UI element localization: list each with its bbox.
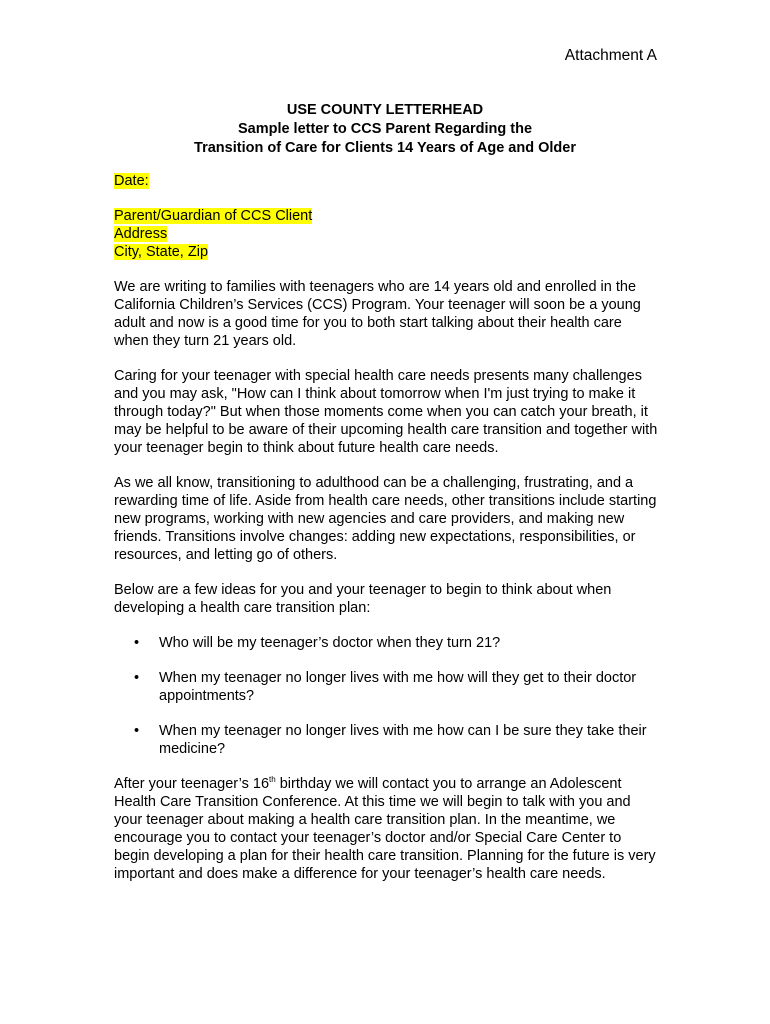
letter-headings <box>0 101 770 158</box>
date-line <box>114 172 659 190</box>
recipient-placeholder: Parent/Guardian of CCS Client <box>114 208 313 224</box>
heading-subject: Sample letter to CCS Parent Regarding the <box>237 121 533 137</box>
address-placeholder: Address <box>114 226 168 242</box>
paragraph-caring: Caring for your teenager with special health care needs presents many challenges and you may ask, "How can I think about tomorrow when I'm just trying to make it through today?" But when those moments come when you can catch your breath, it may be helpful to be aware of their upcoming health care transition and together with your teenager begin to think about future health care needs. <box>114 368 658 456</box>
list-item <box>114 634 659 652</box>
ideas-list <box>114 634 659 758</box>
paragraph-ideas: Below are a few ideas for you and your teenager to begin to think about when developing a health care transition plan: <box>114 582 612 616</box>
recipient-block <box>114 207 659 261</box>
date-placeholder: Date: <box>114 173 149 189</box>
attachment-label: Attachment A <box>564 47 657 64</box>
conference-text-rest: birthday we will contact you to arrange an Adolescent Health Care Transition Conference. At this time we will begin to talk with you and your teenager about making a health care transition plan. In the meantime, we encourage you to contact your teenager’s doctor and/or Special Care Center to begin developing a plan for their health care transition. Planning for the future is very important and does make a difference for your teenager’s health care needs. <box>114 776 656 882</box>
city-state-zip-placeholder: City, State, Zip <box>114 244 209 260</box>
heading-letterhead: USE COUNTY LETTERHEAD <box>286 102 484 118</box>
paragraph-conference <box>114 775 659 883</box>
paragraph-transitions: As we all know, transitioning to adulthood can be a challenging, frustrating, and a rewarding time of life. Aside from health care needs, other transitions include starting new programs, working with new agencies and care providers, and making new friends. Transitions involve changes: adding new expectations, responsibilities, or resources, and letting go of others. <box>114 475 657 563</box>
ordinal-suffix: th <box>269 775 276 784</box>
conference-text-start: After your teenager’s 16 <box>114 776 270 792</box>
list-item <box>114 669 659 705</box>
bullet-icon: • <box>134 670 140 686</box>
bullet-icon: • <box>134 635 140 651</box>
list-item <box>114 722 659 758</box>
paragraph-intro: We are writing to families with teenagers who are 14 years old and enrolled in the California Children’s Services (CCS) Program. Your teenager will soon be a young adult and now is a good time for you to both start talking about their health care when they turn 21 years old. <box>114 279 641 349</box>
heading-transition: Transition of Care for Clients 14 Years of Age and Older <box>194 140 576 156</box>
bullet-icon: • <box>134 723 140 739</box>
list-item-text: When my teenager no longer lives with me how can I be sure they take their medicine? <box>159 723 647 757</box>
list-item-text: When my teenager no longer lives with me how will they get to their doctor appointments? <box>159 670 637 704</box>
list-item-text: Who will be my teenager’s doctor when they turn 21? <box>159 635 501 651</box>
letter-body <box>114 172 659 883</box>
